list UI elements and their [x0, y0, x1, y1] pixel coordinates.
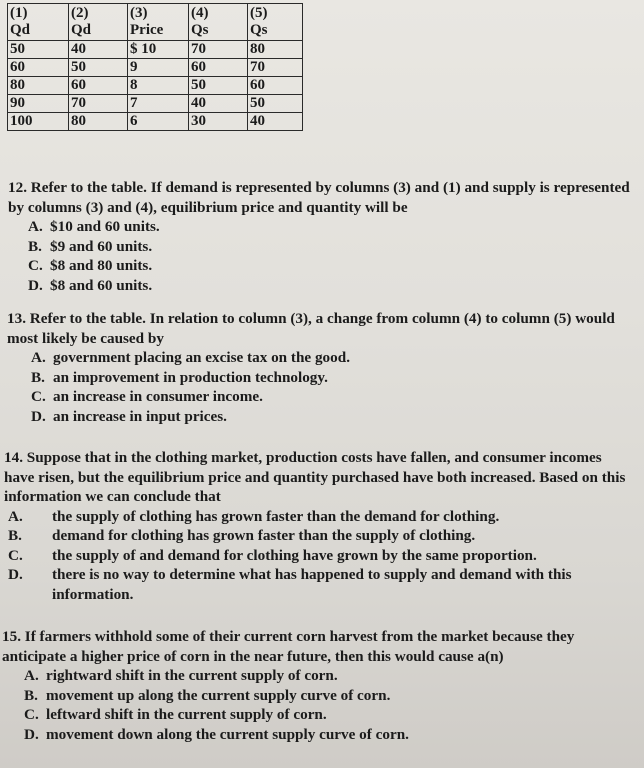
answer-option: B. an improvement in production technology.: [31, 368, 328, 386]
supply-demand-table: [7, 3, 303, 131]
table-cell: $ 10: [128, 41, 189, 59]
table-header-row: [8, 4, 303, 41]
question-stem: 15. If farmers withhold some of their current corn harvest from the market because they anticipate a higher price of corn in the near future, then this would cause a(n): [2, 628, 575, 665]
answer-option: A. rightward shift in the current supply of corn.: [24, 667, 338, 684]
table-row: [8, 95, 303, 113]
table-header-cell: (1) Qd: [8, 4, 69, 41]
table-header-cell: (3) Price: [128, 4, 189, 41]
table-cell: 90: [8, 95, 69, 113]
table-cell: 50: [69, 59, 128, 77]
table-cell: 30: [189, 113, 248, 131]
answer-option: B. movement up along the current supply curve of corn.: [24, 686, 391, 704]
question-12: [8, 178, 636, 295]
table-cell: 6: [128, 113, 189, 131]
question-14: [4, 448, 634, 604]
table-cell: 8: [128, 77, 189, 95]
table-cell: 7: [128, 95, 189, 113]
table-header-cell: (2) Qd: [69, 4, 128, 41]
table-cell: 50: [8, 41, 69, 59]
table-cell: 70: [189, 41, 248, 59]
answer-option: B. demand for clothing has grown faster than the supply of clothing.: [8, 527, 476, 544]
table-cell: 40: [248, 113, 303, 131]
table-cell: 80: [248, 41, 303, 59]
table-cell: 100: [8, 113, 69, 131]
table-row: [8, 77, 303, 95]
question-stem: 12. Refer to the table. If demand is represented by columns (3) and (1) and supply is represented by columns (3) and (4), equilibrium price and quantity will be: [8, 179, 630, 216]
answer-option: C. $8 and 80 units.: [28, 257, 153, 274]
question-stem: 14. Suppose that in the clothing market, production costs have fallen, and consumer incomes have risen, but the equilibrium price and quantity purchased have both increased. Based on this information we can conclude that: [4, 449, 626, 505]
question-stem: 13. Refer to the table. In relation to column (3), a change from column (4) to column (5) would most likely be caused by: [7, 310, 615, 347]
table-cell: 70: [69, 95, 128, 113]
table-cell: 9: [128, 59, 189, 77]
answer-option: C. an increase in consumer income.: [31, 388, 263, 405]
table-cell: 60: [189, 59, 248, 77]
table-row: [8, 113, 303, 131]
answer-option: D. movement down along the current supply curve of corn.: [24, 725, 409, 743]
table-cell: 40: [189, 95, 248, 113]
answer-option: D. there is no way to determine what has happened to supply and demand with this information.: [8, 566, 572, 603]
answer-option: A. the supply of clothing has grown faster than the demand for clothing.: [8, 507, 500, 525]
answer-option: A. government placing an excise tax on the good.: [31, 349, 350, 366]
table-cell: 80: [69, 113, 128, 131]
table-cell: 40: [69, 41, 128, 59]
question-15: [2, 627, 636, 744]
answer-option: D. $8 and 60 units.: [28, 276, 153, 294]
question-13: [7, 309, 637, 426]
answer-option: D. an increase in input prices.: [31, 407, 227, 425]
table-cell: 60: [8, 59, 69, 77]
answer-option: B. $9 and 60 units.: [28, 237, 153, 255]
table-cell: 60: [248, 77, 303, 95]
answer-option: A. $10 and 60 units.: [28, 218, 160, 235]
table-row: [8, 59, 303, 77]
table-cell: 60: [69, 77, 128, 95]
table-header-cell: (4) Qs: [189, 4, 248, 41]
table-header-cell: (5) Qs: [248, 4, 303, 41]
table-row: [8, 41, 303, 59]
table-cell: 70: [248, 59, 303, 77]
table-cell: 50: [189, 77, 248, 95]
answer-option: C. the supply of and demand for clothing have grown by the same proportion.: [8, 546, 537, 564]
table-cell: 80: [8, 77, 69, 95]
table-cell: 50: [248, 95, 303, 113]
answer-option: C. leftward shift in the current supply of corn.: [24, 706, 327, 723]
